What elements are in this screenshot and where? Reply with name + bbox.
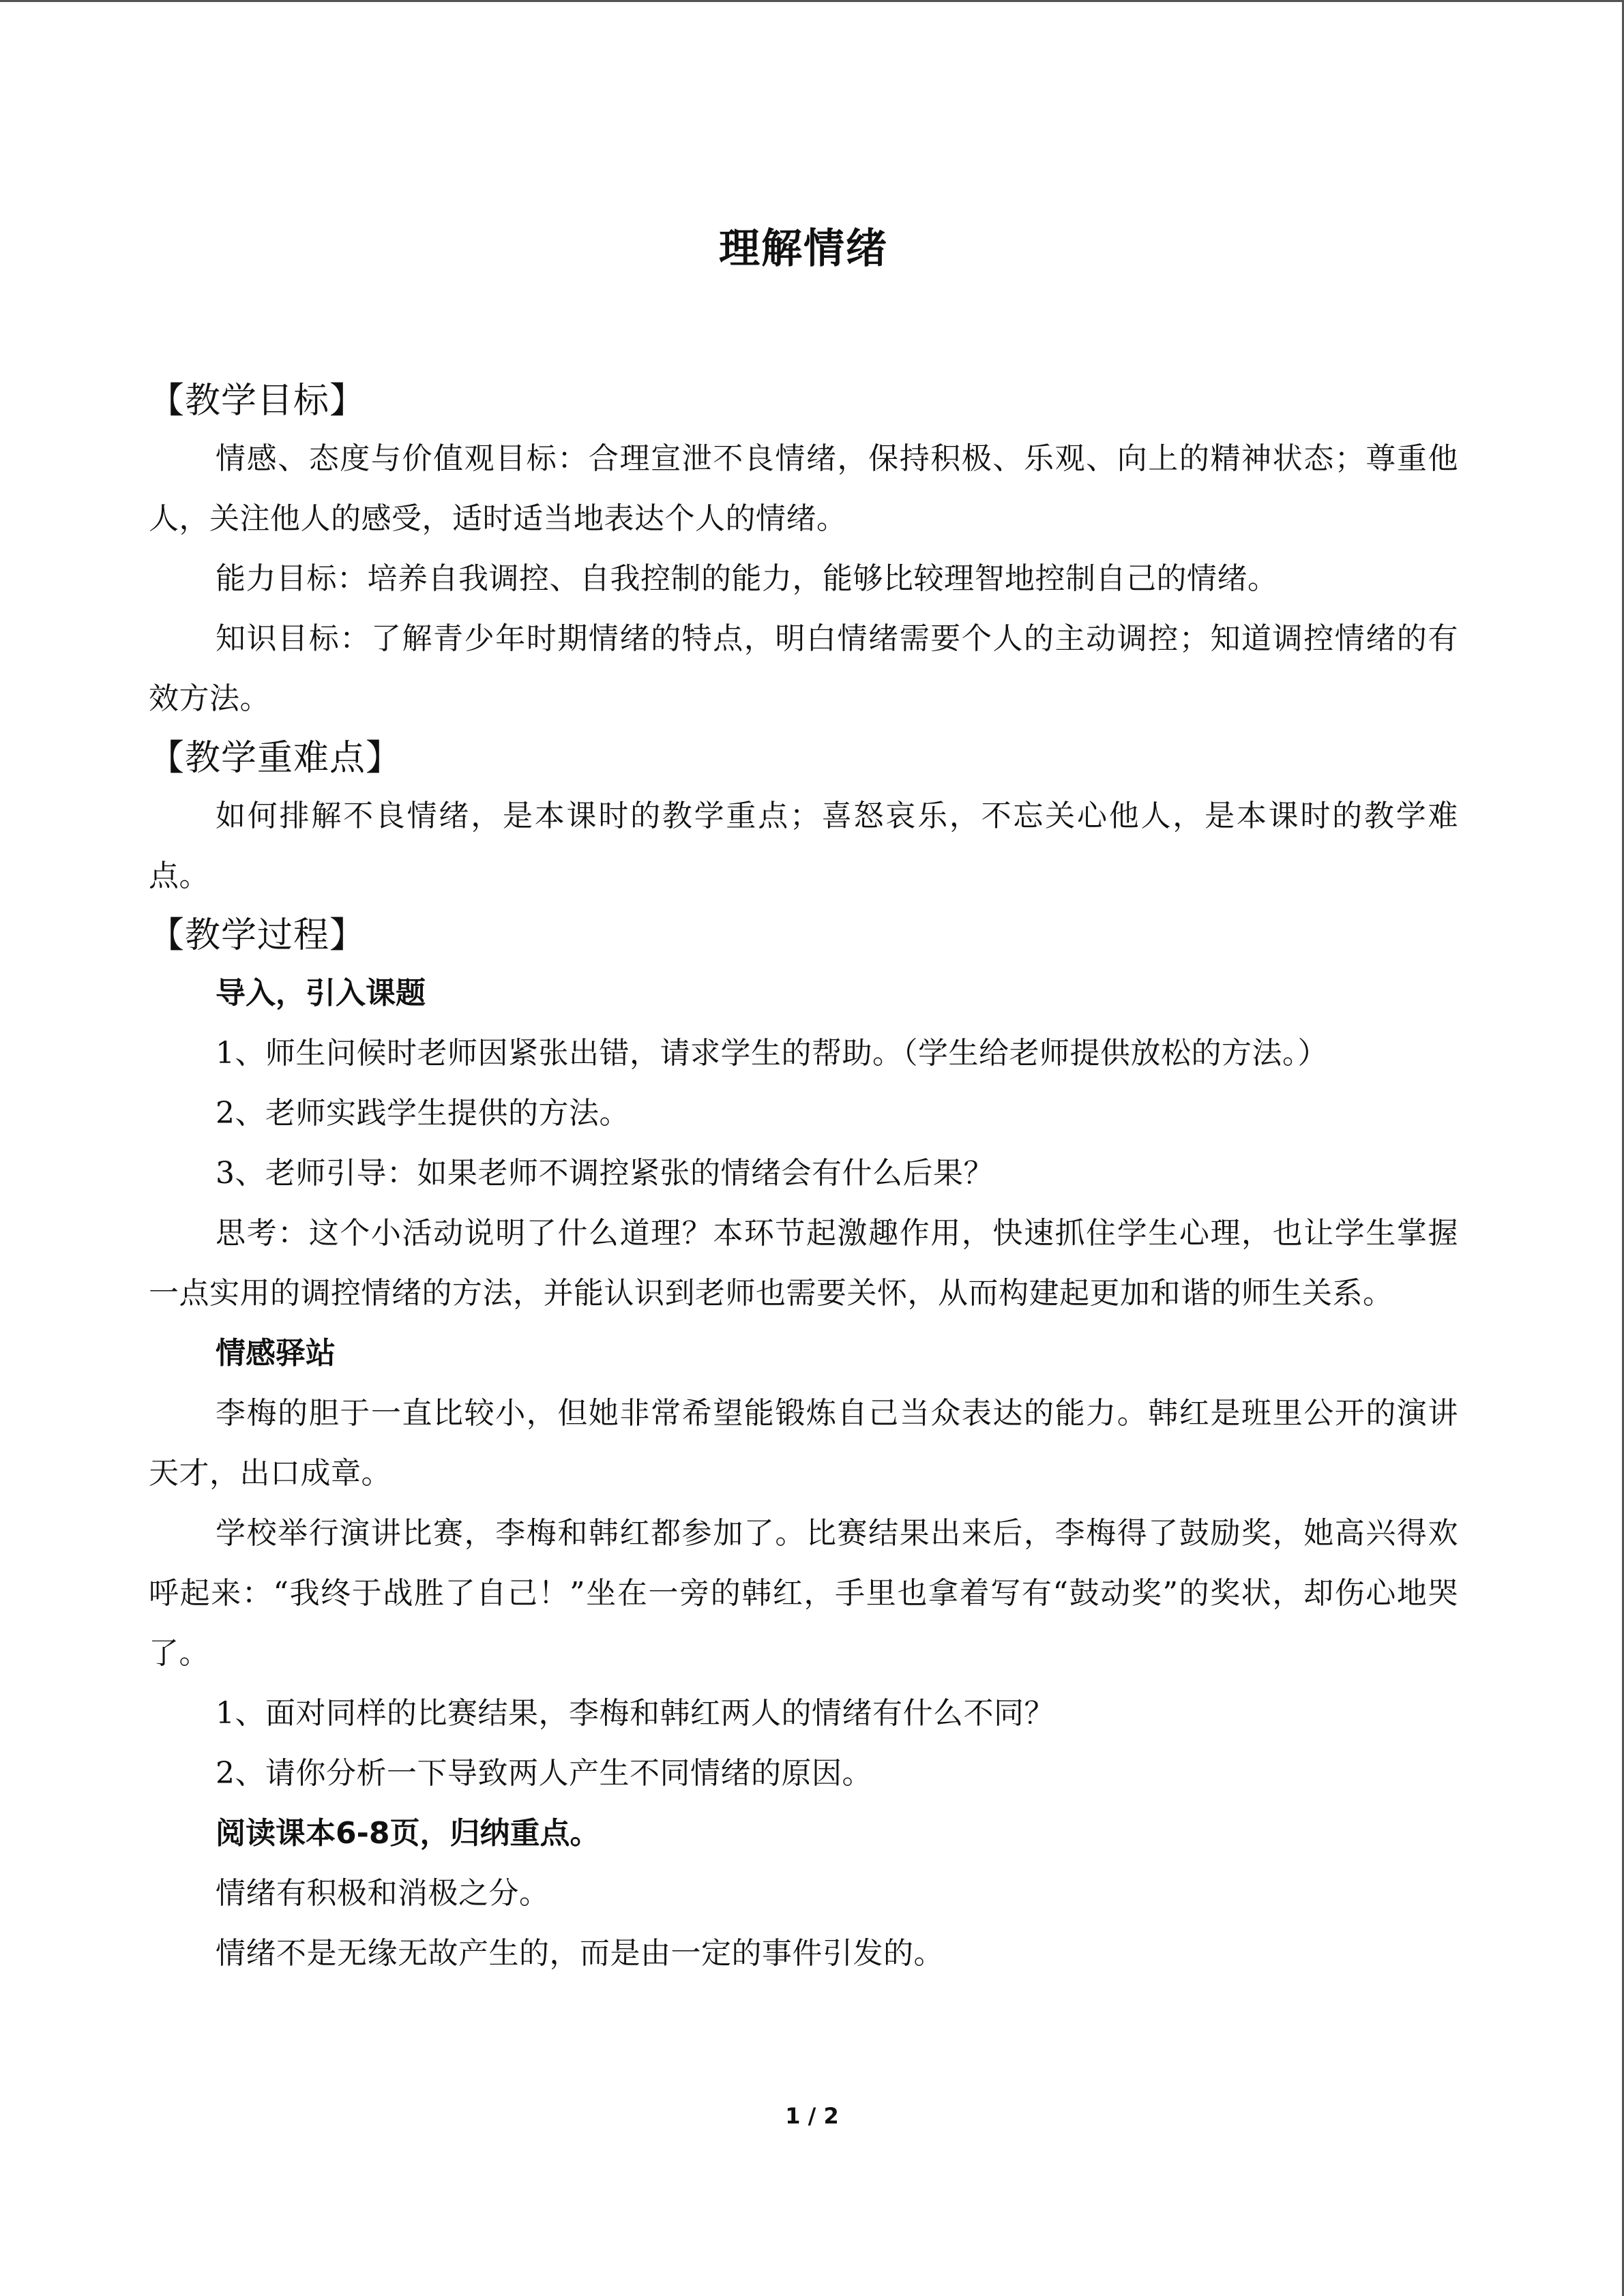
paragraph: 1、面对同样的比赛结果，李梅和韩红两人的情绪有什么不同？ [216,1696,1054,1731]
section-heading-objectives: 【教学目标】 [149,381,366,421]
paragraph: 情绪有积极和消极之分。 [216,1876,550,1911]
subheading: 阅读课本6-8页，归纳重点。 [216,1816,600,1851]
paragraph: 2、请你分析一下导致两人产生不同情绪的原因。 [216,1756,872,1791]
paragraph: 知识目标：了解青少年时期情绪的特点，明白情绪需要个人的主动调控；知道调控情绪的有效方法。 [149,621,1458,716]
page-number: 1 / 2 [785,2103,839,2129]
paragraph: 学校举行演讲比赛，李梅和韩红都参加了。比赛结果出来后，李梅得了鼓励奖，她高兴得欢呼起来：“我终于战胜了自己！”坐在一旁的韩红，手里也拿着写有“鼓动奖”的奖状，却伤心地哭了。 [149,1516,1458,1671]
document-title: 理解情绪 [719,225,888,273]
section-heading-key-points: 【教学重难点】 [149,738,402,779]
subheading: 导入，引入课题 [216,976,426,1011]
paragraph: 1、师生问候时老师因紧张出错，请求学生的帮助。（学生给老师提供放松的方法。） [216,1036,1328,1071]
paragraph: 能力目标：培养自我调控、自我控制的能力，能够比较理智地控制自己的情绪。 [216,561,1278,596]
paragraph: 3、老师引导：如果老师不调控紧张的情绪会有什么后果？ [216,1156,994,1191]
paragraph: 李梅的胆于一直比较小，但她非常希望能锻炼自己当众表达的能力。韩红是班里公开的演讲天才，出口成章。 [149,1396,1458,1491]
paragraph: 情绪不是无缘无故产生的，而是由一定的事件引发的。 [216,1936,944,1971]
paragraph: 如何排解不良情绪，是本课时的教学重点；喜怒哀乐，不忘关心他人，是本课时的教学难点。 [149,799,1458,893]
paragraph: 思考：这个小活动说明了什么道理？本环节起激趣作用，快速抓住学生心理，也让学生掌握一点实用的调控情绪的方法，并能认识到老师也需要关怀，从而构建起更加和谐的师生关系。 [149,1216,1458,1311]
document-body [149,372,1458,1984]
subheading: 情感驿站 [216,1336,336,1371]
paragraph: 2、老师实践学生提供的方法。 [216,1096,630,1131]
section-heading-process: 【教学过程】 [149,915,366,956]
paragraph: 情感、态度与价值观目标：合理宣泄不良情绪，保持积极、乐观、向上的精神状态；尊重他人，关注他人的感受，适时适当地表达个人的情绪。 [149,441,1458,536]
